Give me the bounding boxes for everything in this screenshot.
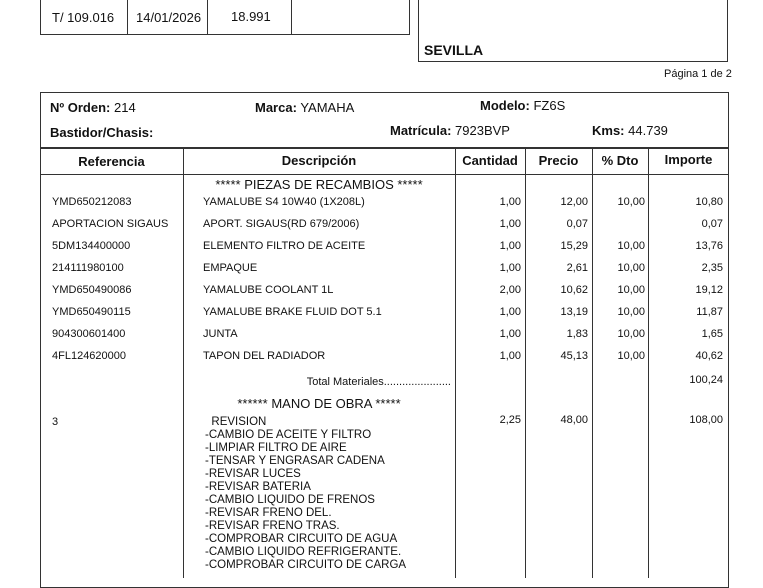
model-label: Modelo: [480,98,530,113]
part-ref: YMD650490115 [52,306,131,318]
part-ref: YMD650490086 [52,284,132,296]
part-desc: YAMALUBE BRAKE FLUID DOT 5.1 [203,306,382,318]
labor-line: REVISION [205,416,267,428]
part-qty: 1,00 [499,306,521,318]
part-amount: 0,07 [701,218,723,230]
labor-qty: 2,25 [499,414,521,426]
labor-line: -REVISAR FRENO DEL. [205,507,332,519]
part-ref: 5DM134400000 [52,240,131,252]
labor-lines [205,416,406,572]
brand [255,100,354,115]
part-amount: 13,76 [695,240,723,252]
part-disc: 10,00 [617,350,645,362]
labor-line: -LIMPIAR FILTRO DE AIRE [205,442,347,454]
col-divider [525,148,526,578]
model [480,98,565,113]
part-desc: ELEMENTO FILTRO DE ACEITE [203,240,366,252]
labor-line: -TENSAR Y ENGRASAR CADENA [205,455,385,467]
part-amount: 19,12 [695,284,723,296]
col-ref-header: Referencia [78,154,145,169]
part-disc: 10,00 [617,262,645,274]
labor-line: -CAMBIO LIQUIDO REFRIGERANTE. [205,546,402,558]
part-qty: 1,00 [499,240,521,252]
labor-line: -CAMBIO LIQUIDO DE FRENOS [205,494,375,506]
city: SEVILLA [424,42,484,58]
col-desc-header: Descripción [281,153,357,168]
part-disc: 10,00 [617,240,645,252]
labor-line: -COMPROBAR CIRCUITO DE AGUA [205,533,398,545]
total-materials-label: Total Materiales...................... [306,376,451,388]
col-amount-header: Importe [664,152,713,167]
labor-price: 48,00 [560,414,588,426]
plate-value: 7923BVP [455,123,510,138]
part-ref: 214111980100 [52,262,124,274]
kms-label: Kms: [592,123,625,138]
part-desc: JUNTA [203,328,238,340]
labor-line: -REVISAR LUCES [205,468,301,480]
col-qty-header: Cantidad [462,153,518,168]
labor-ref: 3 [52,416,59,428]
col-divider [592,148,593,578]
part-ref: 4FL124620000 [52,350,127,362]
part-amount: 1,65 [701,328,723,340]
plate-label: Matrícula: [390,123,452,138]
col-divider [455,148,456,578]
invoice-number: T/ 109.016 [52,10,115,25]
part-disc: 10,00 [617,328,645,340]
labor-line: -REVISAR BATERIA [205,481,311,493]
total-materials-value: 100,24 [689,374,723,386]
part-amount: 2,35 [701,262,723,274]
labor-heading: ****** MANO DE OBRA ***** [237,396,401,411]
part-disc: 10,00 [617,196,645,208]
order-number [50,100,136,115]
part-ref: APORTACION SIGAUS [52,218,169,230]
part-price: 12,00 [560,196,588,208]
divider [127,0,128,34]
part-amount: 10,80 [695,196,723,208]
part-qty: 1,00 [499,262,521,274]
part-price: 0,07 [566,218,588,230]
part-amount: 11,87 [696,306,723,318]
col-price-header: Precio [538,153,579,168]
part-price: 13,19 [560,306,588,318]
brand-value: YAMAHA [300,100,355,115]
labor-line: -CAMBIO DE ACEITE Y FILTRO [205,429,372,441]
part-ref: YMD650212083 [52,196,132,208]
order-label: Nº Orden: [50,100,111,115]
page-indicator: Página 1 de 2 [664,68,732,80]
divider [291,0,292,34]
part-price: 1,83 [566,328,588,340]
part-desc: YAMALUBE S4 10W40 (1X208L) [203,196,365,208]
col-disc-header: % Dto [601,153,639,168]
part-qty: 2,00 [499,284,521,296]
parts-heading: ***** PIEZAS DE RECAMBIOS ***** [215,177,423,192]
part-desc: YAMALUBE COOLANT 1L [203,284,334,296]
part-desc: EMPAQUE [203,262,258,274]
plate [390,123,510,138]
col-divider [183,148,184,578]
order-value: 214 [114,100,136,115]
part-price: 45,13 [560,350,588,362]
part-qty: 1,00 [499,328,521,340]
model-value: FZ6S [533,98,566,113]
part-disc: 10,00 [617,284,645,296]
part-amount: 40,62 [695,350,723,362]
invoice-date: 14/01/2026 [136,10,202,25]
part-desc: TAPON DEL RADIADOR [203,350,326,362]
brand-label: Marca: [255,100,297,115]
chassis-label: Bastidor/Chasis: [50,125,154,140]
divider [207,0,208,34]
part-desc: APORT. SIGAUS(RD 679/2006) [203,218,360,230]
part-qty: 1,00 [499,196,521,208]
part-disc: 10,00 [617,306,645,318]
part-qty: 1,00 [499,218,521,230]
labor-amount: 108,00 [689,414,723,426]
part-price: 15,29 [560,240,588,252]
labor-line: -COMPROBAR CIRCUITO DE CARGA [205,559,407,571]
part-ref: 904300601400 [52,328,126,340]
kms-value: 44.739 [628,123,668,138]
col-divider [648,148,649,578]
part-price: 10,62 [560,284,588,296]
invoice-code: 18.991 [231,9,271,24]
part-qty: 1,00 [499,350,521,362]
header-divider [40,174,729,175]
kms [592,123,668,138]
labor-line: -REVISAR FRENO TRAS. [205,520,340,532]
part-price: 2,61 [566,262,588,274]
